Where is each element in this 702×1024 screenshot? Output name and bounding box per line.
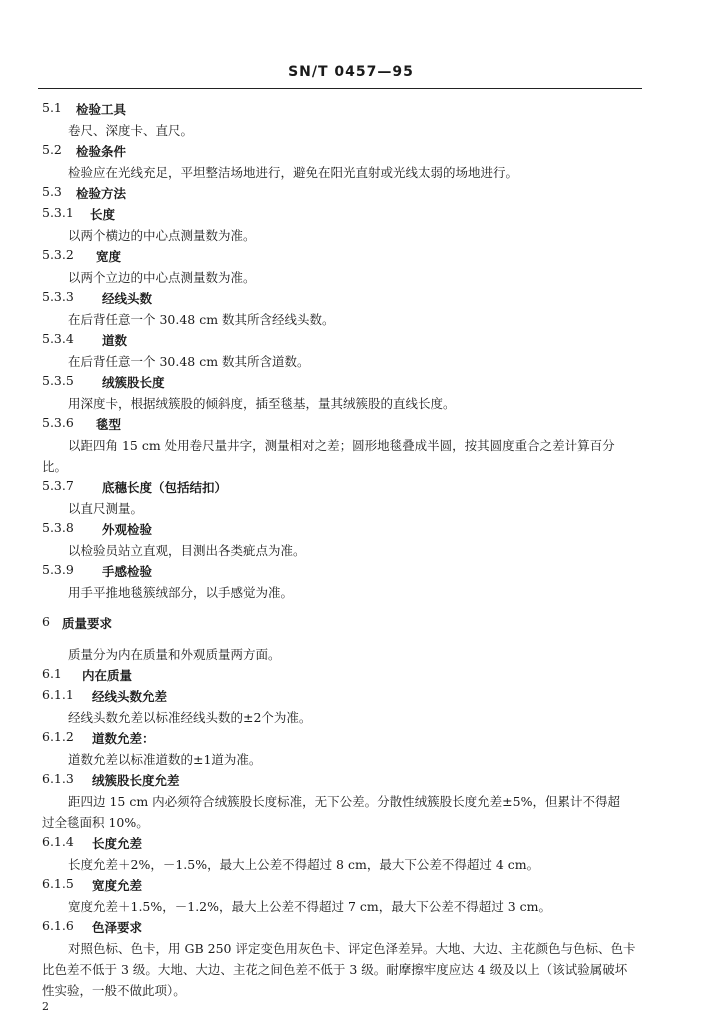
section-body-continued: 性实验，一般不做此项）。 [42, 983, 186, 998]
section-number: 5.3.2 [42, 247, 74, 262]
section-title: 长度允差 [92, 836, 143, 851]
section-body: 检验应在光线充足，平坦整洁场地进行，避免在阳光直射或光线太弱的场地进行。 [68, 165, 519, 180]
section-number: 6.1.3 [42, 771, 74, 786]
section-number: 6.1.5 [42, 876, 74, 891]
section-number: 6.1.1 [42, 687, 74, 702]
section-number: 5.3.9 [42, 562, 74, 577]
section-title: 外观检验 [102, 522, 153, 537]
section-number: 6.1.4 [42, 834, 74, 849]
section-number: 5.3.1 [42, 205, 74, 220]
page-number: 2 [42, 1000, 49, 1013]
section-title: 检验方法 [76, 186, 127, 201]
section-title: 内在质量 [82, 668, 133, 683]
section-title: 绒簇股长度 [102, 375, 165, 390]
section-title: 经线头数允差 [92, 689, 168, 704]
section-title: 宽度允差 [92, 878, 143, 893]
section-body: 卷尺、深度卡、直尺。 [68, 123, 194, 138]
section-body: 在后背任意一个 30.48 cm 数其所含道数。 [68, 354, 310, 369]
section-title: 长度 [90, 207, 116, 222]
section-body: 宽度允差＋1.5%，－1.2%，最大上公差不得超过 7 cm，最大下公差不得超过 3 cm。 [68, 899, 552, 914]
section-body: 用手平推地毯簇绒部分，以手感觉为准。 [68, 585, 294, 600]
section-body-continued: 比色差不低于 3 级。大地、大边、主花之间色差不低于 3 级。耐摩擦牢度应达 4 级及以上（该试验属破坏 [42, 962, 628, 977]
section-body: 长度允差＋2%，－1.5%，最大上公差不得超过 8 cm，最大下公差不得超过 4 cm。 [68, 857, 540, 872]
standard-code-header: SN/T 0457—95 [288, 64, 414, 80]
section-title: 质量要求 [62, 616, 113, 631]
section-title: 底穗长度（包括结扣） [102, 480, 228, 495]
section-number: 5.3.8 [42, 520, 74, 535]
section-number: 6 [42, 614, 50, 629]
section-title: 检验条件 [76, 144, 127, 159]
section-body-continued: 过全毯面积 10%。 [42, 815, 149, 830]
section-body: 对照色标、色卡，用 GB 250 评定变色用灰色卡、评定色泽差异。大地、大边、主花颜色与色标、色卡 [68, 941, 636, 956]
section-title: 道数允差： [92, 731, 155, 746]
section-number: 5.1 [42, 100, 62, 115]
section-number: 6.1 [42, 666, 62, 681]
section-number: 6.1.2 [42, 729, 74, 744]
section-body: 质量分为内在质量和外观质量两方面。 [68, 647, 281, 662]
section-number: 5.3.6 [42, 415, 74, 430]
section-title: 毯型 [96, 417, 122, 432]
section-body: 距四边 15 cm 内必须符合绒簇股长度标准，无下公差。分散性绒簇股长度允差±5%，但累计不得超 [68, 794, 620, 809]
section-body: 以两个横边的中心点测量数为准。 [68, 228, 256, 243]
section-body: 经线头数允差以标准经线头数的±2个为准。 [68, 710, 312, 725]
section-body: 以检验员站立直观，目测出各类疵点为准。 [68, 543, 306, 558]
section-number: 6.1.6 [42, 918, 74, 933]
section-title: 宽度 [96, 249, 122, 264]
section-number: 5.3.3 [42, 289, 74, 304]
section-body: 用深度卡，根据绒簇股的倾斜度，插至毯基，量其绒簇股的直线长度。 [68, 396, 456, 411]
section-title: 经线头数 [102, 291, 153, 306]
section-title: 道数 [102, 333, 128, 348]
section-body: 在后背任意一个 30.48 cm 数其所含经线头数。 [68, 312, 335, 327]
section-body: 道数允差以标准道数的±1道为准。 [68, 752, 262, 767]
section-number: 5.3.4 [42, 331, 74, 346]
section-body-continued: 比。 [42, 459, 68, 474]
section-title: 检验工具 [76, 102, 127, 117]
header-divider [38, 88, 642, 89]
section-body: 以距四角 15 cm 处用卷尺量井字，测量相对之差；圆形地毯叠成半圆，按其圆度重合之差计算百分 [68, 438, 615, 453]
section-title: 绒簇股长度允差 [92, 773, 180, 788]
section-title: 色泽要求 [92, 920, 143, 935]
section-body: 以两个立边的中心点测量数为准。 [68, 270, 256, 285]
section-number: 5.3.5 [42, 373, 74, 388]
section-number: 5.2 [42, 142, 62, 157]
section-title: 手感检验 [102, 564, 153, 579]
section-body: 以直尺测量。 [68, 501, 144, 516]
section-number: 5.3.7 [42, 478, 74, 493]
section-number: 5.3 [42, 184, 62, 199]
